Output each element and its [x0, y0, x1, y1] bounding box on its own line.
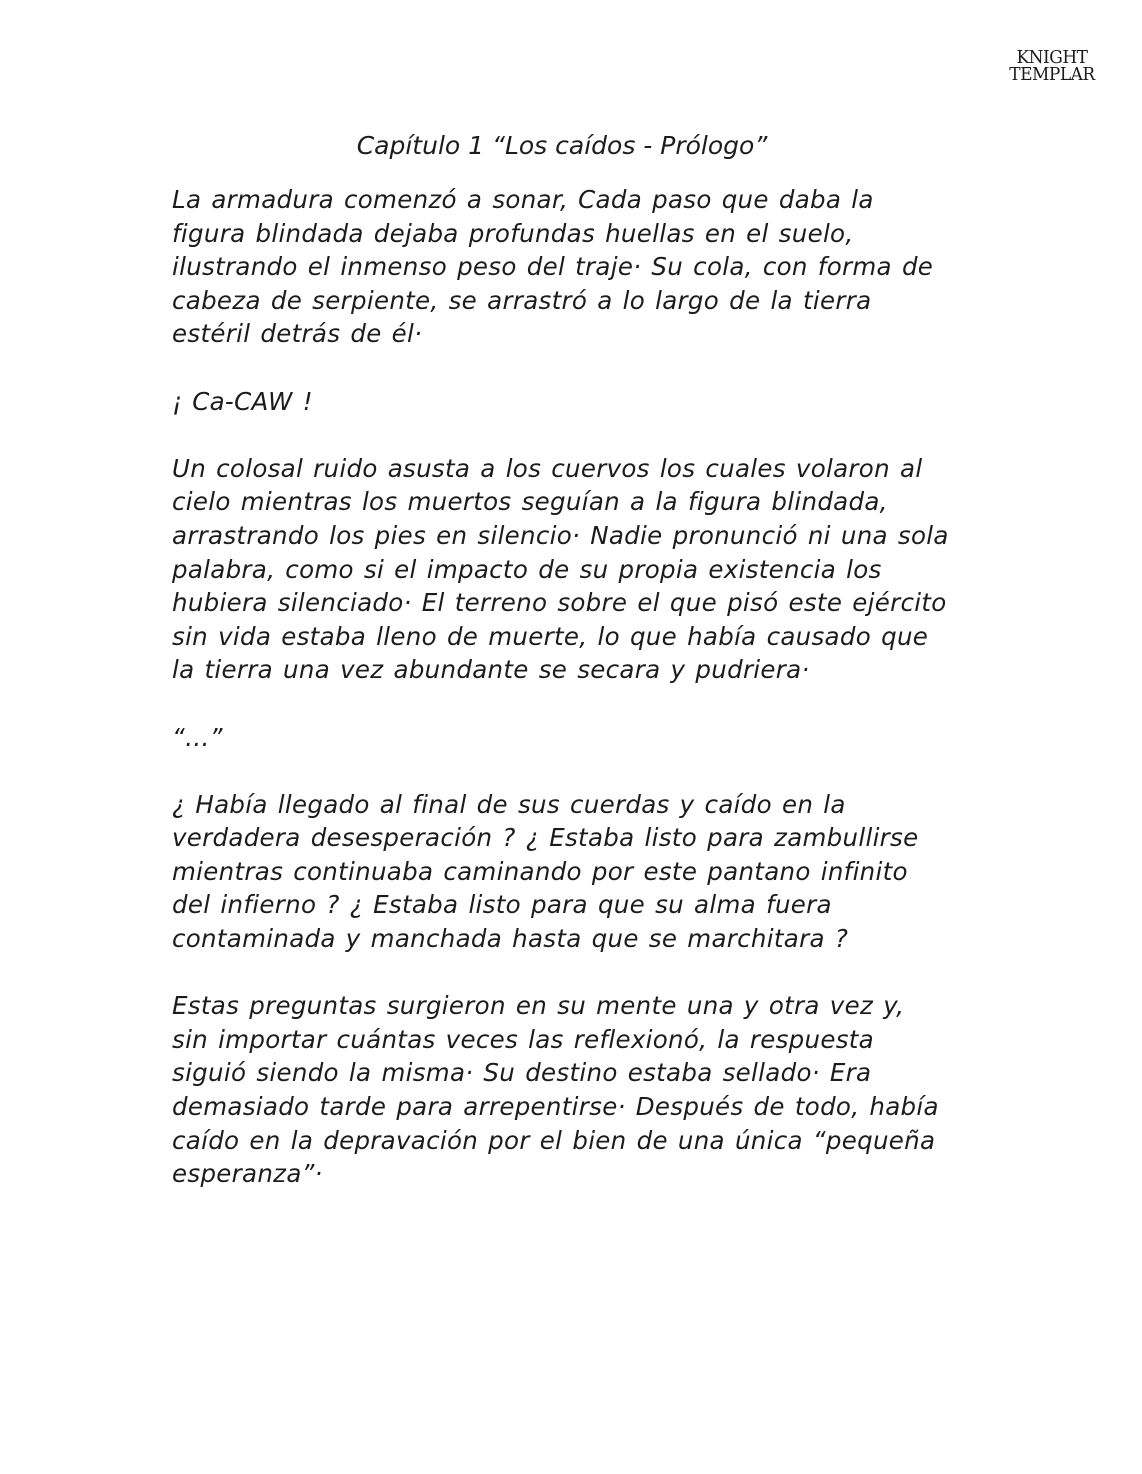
paragraph	[172, 385, 992, 419]
text-line: ¿ Había llegado al final de sus cuerdas y caído en la	[172, 789, 846, 819]
text-line: esperanza”·	[172, 1159, 323, 1189]
text-line: cabeza de serpiente, se arrastró a lo largo de la tierra	[172, 285, 872, 315]
story-body	[172, 183, 992, 1191]
text-line: cielo mientras los muertos seguían a la figura blindada,	[172, 487, 888, 517]
text-line: ¡ Ca-CAW !	[172, 386, 313, 416]
knight-templar-logo	[1002, 47, 1102, 86]
text-line: “…”	[172, 722, 223, 752]
text-line: estéril detrás de él·	[172, 319, 423, 349]
text-line: figura blindada dejaba profundas huellas en el suelo,	[172, 218, 854, 248]
paragraph	[172, 452, 992, 687]
text-line: siguió siendo la misma· Su destino estaba sellado· Era	[172, 1058, 872, 1088]
text-line: Un colosal ruido asusta a los cuervos los cuales volaron al	[172, 453, 923, 483]
paragraph	[172, 183, 992, 351]
document-page	[172, 128, 992, 1224]
text-line: La armadura comenzó a sonar, Cada paso que daba la	[172, 185, 874, 214]
text-line: ilustrando el inmenso peso del traje· Su cola, con forma de	[172, 252, 934, 282]
text-line: hubiera silenciado· El terreno sobre el que pisó este ejército	[172, 588, 947, 618]
text-line: verdadera desesperación ? ¿ Estaba listo para zambullirse	[172, 823, 919, 853]
text-line: del infierno ? ¿ Estaba listo para que su alma fuera	[172, 890, 832, 920]
paragraph	[172, 788, 992, 956]
paragraph	[172, 989, 992, 1191]
text-line: mientras continuaba caminando por este pantano infinito	[172, 856, 908, 886]
logo-line-2: TEMPLAR	[1009, 64, 1095, 86]
paragraph	[172, 721, 992, 755]
text-line: demasiado tarde para arrepentirse· Después de todo, había	[172, 1092, 939, 1122]
text-line: arrastrando los pies en silencio· Nadie pronunció ni una sola	[172, 520, 949, 550]
chapter-title: Capítulo 1 “Los caídos - Prólogo”	[356, 131, 768, 160]
text-line: sin importar cuántas veces las reflexionó, la respuesta	[172, 1024, 875, 1054]
text-line: contaminada y manchada hasta que se marchitara ?	[172, 924, 849, 954]
logo-line-1: KNIGHT	[1016, 47, 1088, 69]
text-line: sin vida estaba lleno de muerte, lo que había causado que	[172, 621, 929, 651]
text-line: la tierra una vez abundante se secara y pudriera·	[172, 655, 810, 685]
text-line: palabra, como si el impacto de su propia existencia los	[172, 554, 882, 584]
text-line: caído en la depravación por el bien de una única “pequeña	[172, 1125, 936, 1155]
text-line: Estas preguntas surgieron en su mente una y otra vez y,	[172, 991, 905, 1021]
